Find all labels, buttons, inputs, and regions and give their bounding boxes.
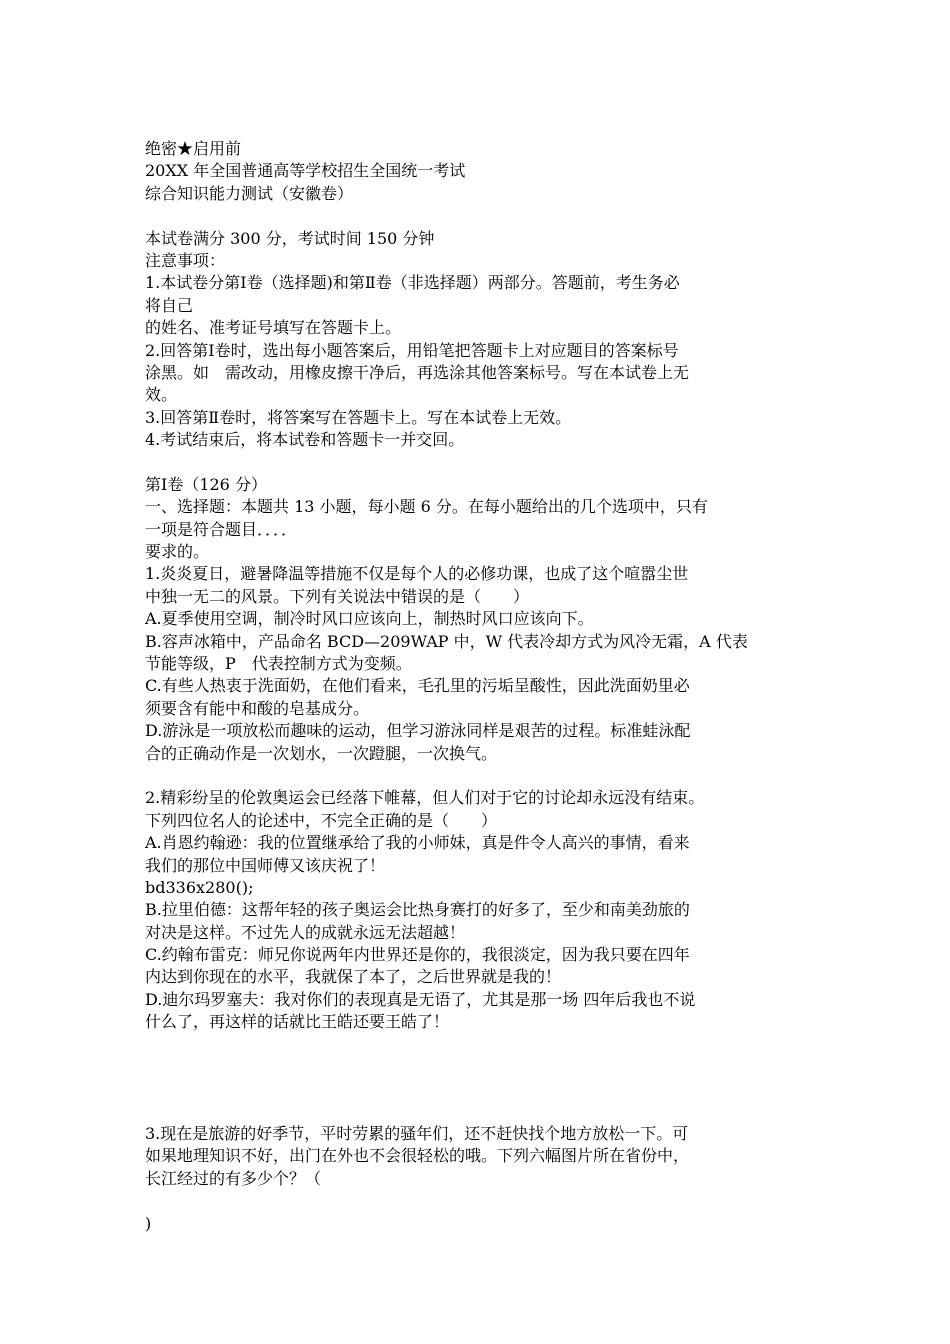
question1-option: B.容声冰箱中，产品命名 BCD—209WAP 中，W 代表冷却方式为风冷无霜，A 代表 — [145, 631, 748, 651]
question2-ad-code: bd336x280(); — [145, 877, 254, 897]
question1-option: 节能等级，P 代表控制方式为变频。 — [145, 653, 412, 673]
section-title: 第Ⅰ卷（126 分） — [145, 474, 267, 494]
section-intro-line: 一项是符合题目．．．． — [145, 519, 298, 539]
instruction-line: 的姓名、准考证号填写在答题卡上。 — [145, 318, 402, 338]
section-intro-line: 要求的。 — [145, 542, 210, 562]
subject-title: 综合知识能力测试（安徽卷） — [145, 183, 354, 203]
question1-option: 合的正确动作是一次划水，一次蹬腿，一次换气。 — [145, 743, 498, 763]
question1-line: 中独一无二的风景。下列有关说法中错误的是（ ） — [145, 586, 530, 606]
question3-closing-paren: ) — [145, 1213, 152, 1233]
question2-option: D.迪尔玛罗塞夫：我对你们的表现真是无语了，尤其是那一场 四年后我也不说 — [145, 989, 696, 1009]
question2-option: C.约翰布雷克：师兄你说两年内世界还是你的，我很淡定，因为我只要在四年 — [145, 945, 690, 965]
question2-option: 我们的那位中国师傅又该庆祝了！ — [145, 855, 386, 875]
question1-option: C.有些人热衷于洗面奶，在他们看来，毛孔里的污垢呈酸性，因此洗面奶里必 — [145, 676, 690, 696]
question1-option: A.夏季使用空调，制冷时风口应该向上，制热时风口应该向下。 — [145, 609, 594, 629]
question2-line: 2.精彩纷呈的伦敦奥运会已经落下帷幕，但人们对于它的讨论却永远没有结束。 — [145, 788, 705, 808]
section-intro-line: 一、选择题：本题共 13 小题，每小题 6 分。在每小题给出的几个选项中，只有 — [145, 497, 708, 517]
instruction-line: 2.回答第Ⅰ卷时，选出每小题答案后，用铅笔把答题卡上对应题目的答案标号 — [145, 340, 679, 360]
question2-line: 下列四位名人的论述中，不完全正确的是（ ） — [145, 810, 498, 830]
exam-title: 20XX 年全国普通高等学校招生全国统一考试 — [145, 161, 466, 181]
instruction-line: 效。 — [145, 385, 178, 405]
question1-option: D.游泳是一项放松而趣味的运动，但学习游泳同样是艰苦的过程。标准蛙泳配 — [145, 721, 691, 741]
secret-label: 绝密★启用前 — [145, 139, 242, 158]
score-time-text: 本试卷满分 300 分，考试时间 150 分钟 — [145, 228, 435, 248]
instruction-line: 3.回答第Ⅱ卷时，将答案写在答题卡上。写在本试卷上无效。 — [145, 407, 572, 427]
instruction-line: 涂黑。如 需改动，用橡皮擦干净后，再选涂其他答案标号。写在本试卷上无 — [145, 362, 690, 382]
question2-option: A.肖恩约翰逊：我的位置继承给了我的小师妹，真是件令人高兴的事情，看来 — [145, 833, 690, 853]
instruction-line: 4.考试结束后，将本试卷和答题卡一并交回。 — [145, 430, 465, 450]
instruction-line: 将自己 — [145, 295, 194, 315]
question3-line: 3.现在是旅游的好季节，平时劳累的骚年们，还不赶快找个地方放松一下。可 — [145, 1124, 689, 1144]
question2-option: 什么了，再这样的话就比王皓还要王皓了！ — [145, 1012, 450, 1032]
instruction-line: 1.本试卷分第Ⅰ卷（选择题)和第Ⅱ卷（非选择题）两部分。答题前，考生务必 — [145, 273, 680, 293]
question3-line: 如果地理知识不好，出门在外也不会很轻松的哦。下列六幅图片所在省份中， — [145, 1146, 690, 1166]
question1-line: 1.炎炎夏日，避暑降温等措施不仅是每个人的必修功课，也成了这个喧嚣尘世 — [145, 564, 689, 584]
question1-option: 须要含有能中和酸的皂基成分。 — [145, 698, 370, 718]
notice-title: 注意事项： — [145, 250, 226, 270]
exam-document — [145, 138, 810, 1235]
question3-line: 长江经过的有多少个？（ — [145, 1168, 322, 1188]
question2-option: 内达到你现在的水平，我就保了本了，之后世界就是我的！ — [145, 967, 562, 987]
question2-option: 对决是这样。不过先人的成就永远无法超越！ — [145, 922, 466, 942]
question2-option: B.拉里伯德：这帮年轻的孩子奥运会比热身赛打的好多了，至少和南美劲旅的 — [145, 900, 690, 920]
